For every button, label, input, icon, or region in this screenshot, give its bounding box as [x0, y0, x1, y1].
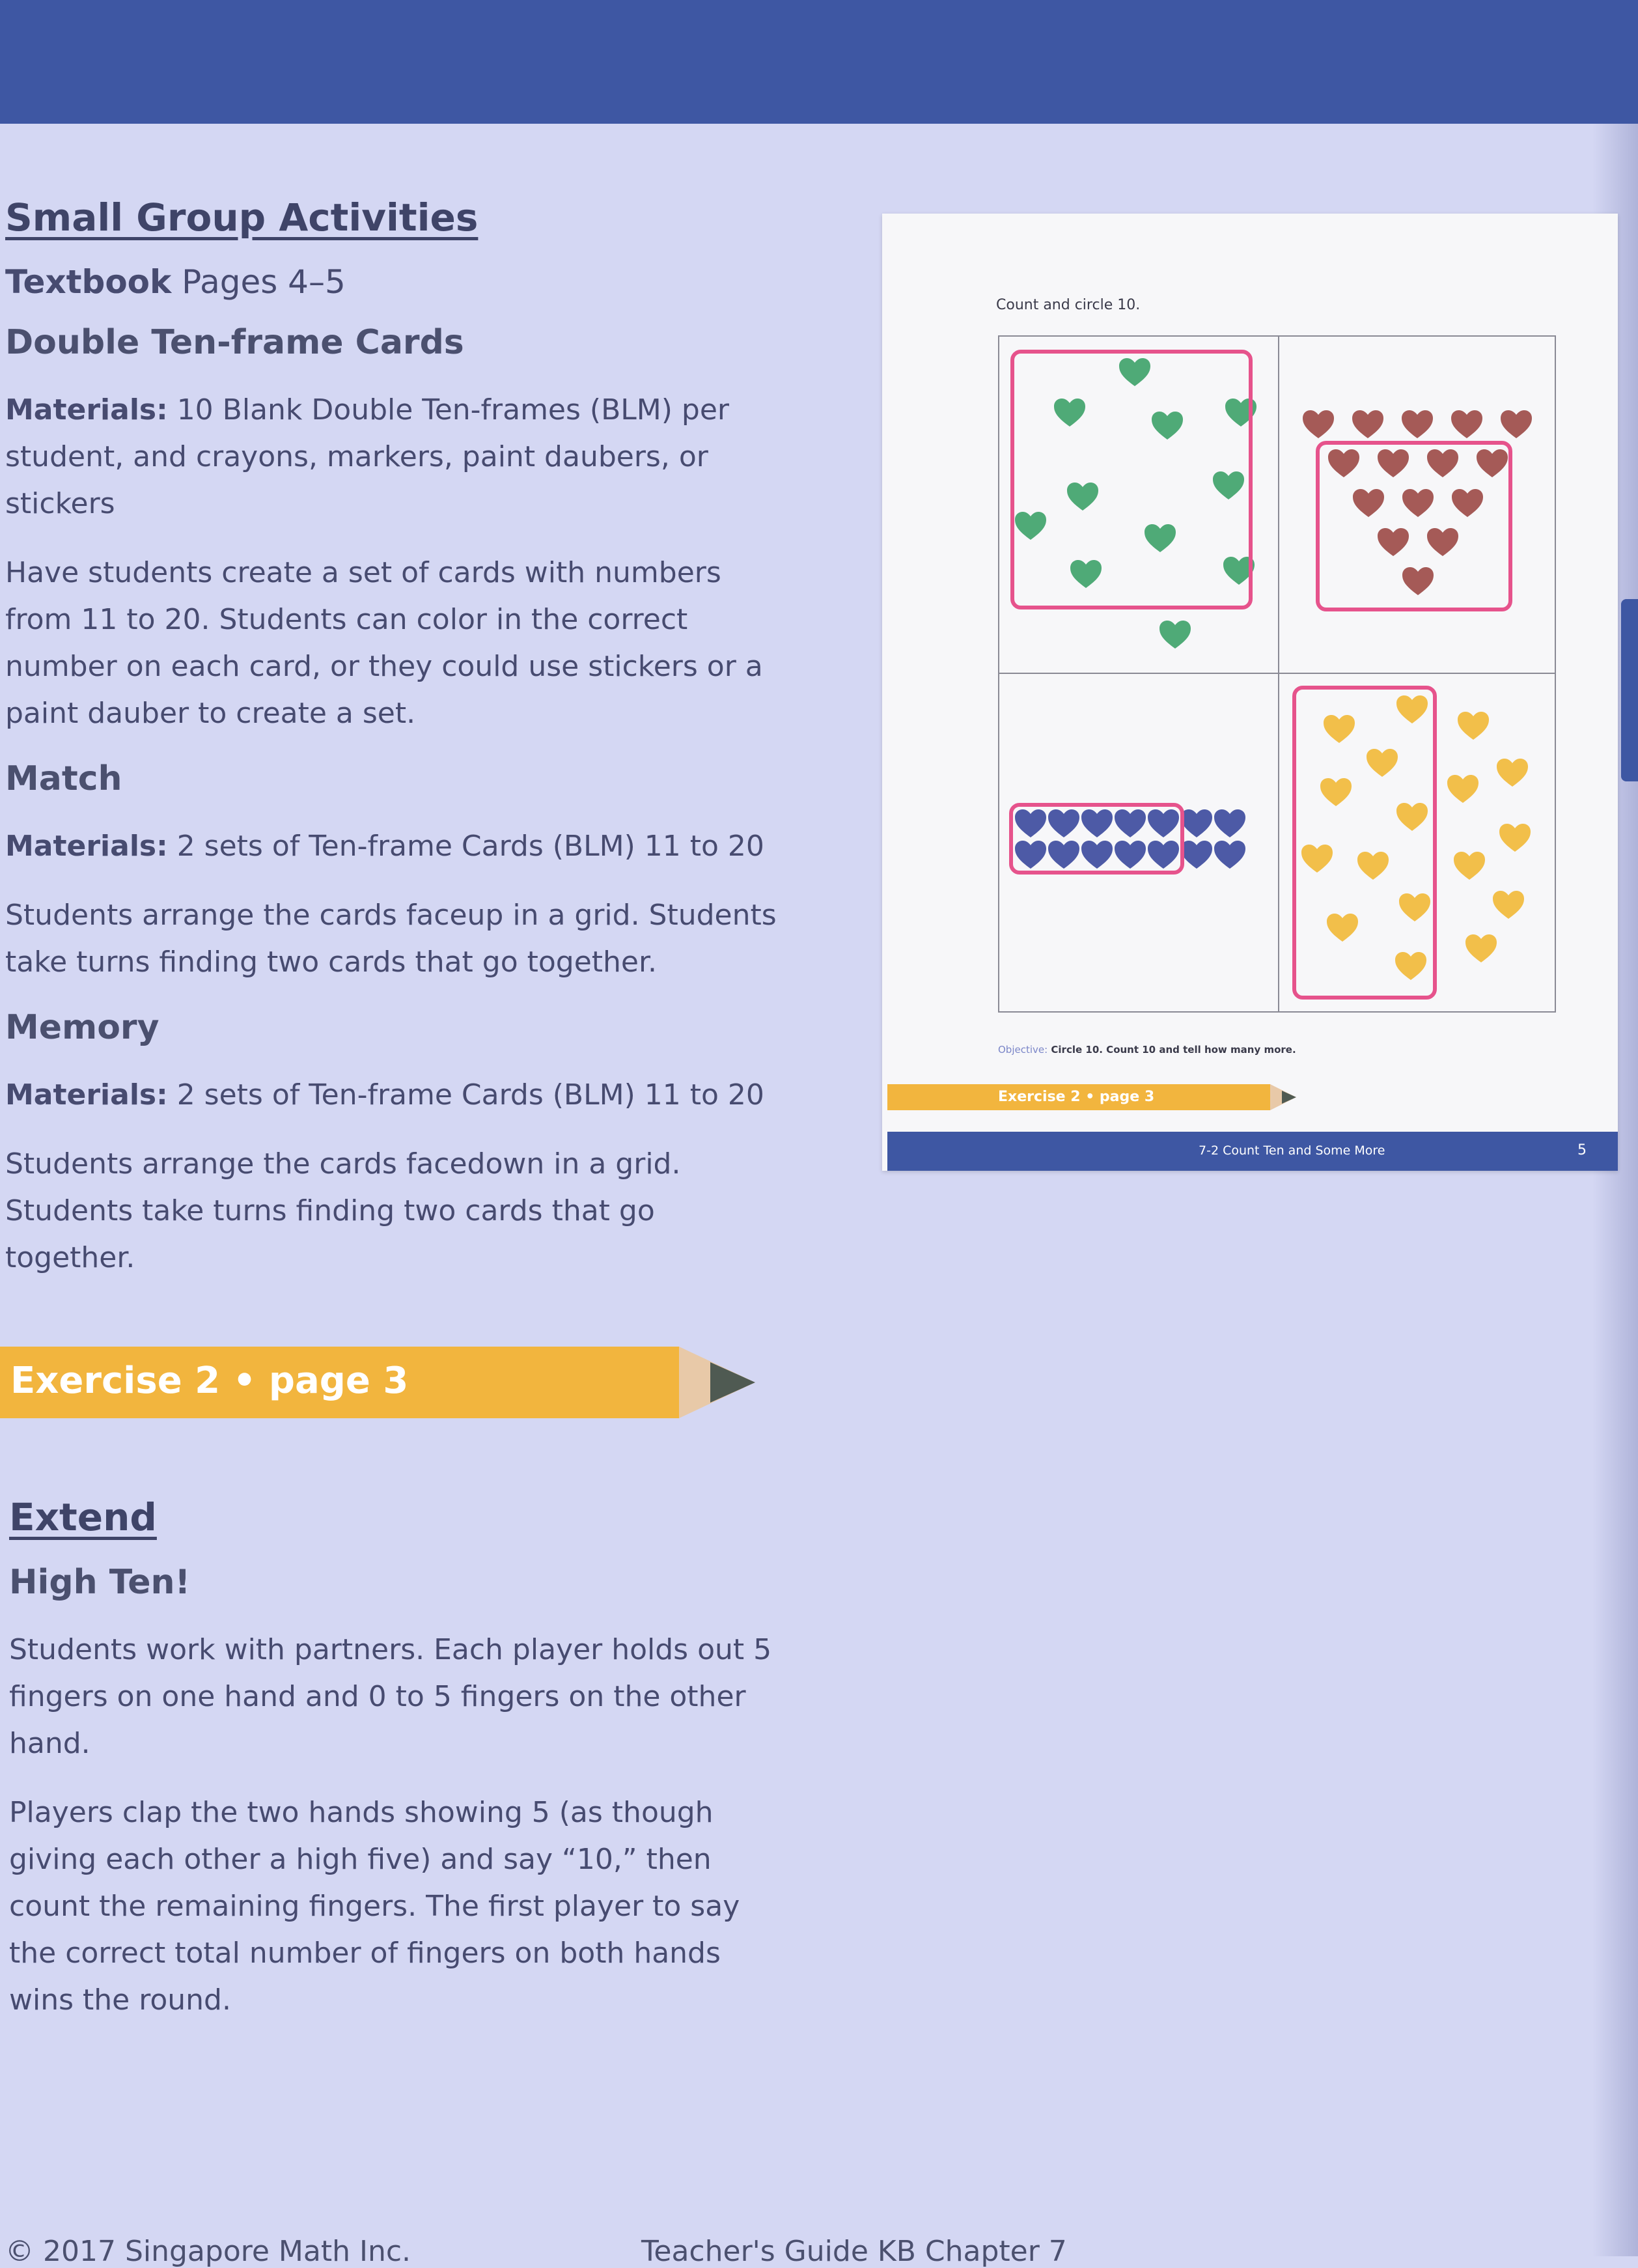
yellow-heart-icon [1447, 775, 1478, 804]
textbook-page-number: 5 [1577, 1142, 1587, 1158]
circle-of-ten-brown [1316, 441, 1512, 611]
left-column [5, 195, 786, 1304]
exercise-banner [0, 1347, 755, 1418]
heading-double-ten-frame: Double Ten-frame Cards [5, 323, 464, 362]
green-heart-icon [1159, 621, 1191, 649]
heart-counting-grid [998, 335, 1556, 1013]
textbook-exercise-banner [887, 1084, 1270, 1110]
chapter-tab [1621, 599, 1638, 781]
textbook-exercise-label: Exercise 2 • page 3 [998, 1089, 1155, 1105]
footer-guide-title: Teacher's Guide KB Chapter 7 [641, 2235, 1067, 2268]
blue-heart-icon [1181, 841, 1212, 869]
materials-match [5, 823, 786, 870]
body-match: Students arrange the cards faceup in a grid. Students take turns finding two cards that go together. [5, 899, 777, 979]
body-high-ten-1: Students work with partners. Each player holds out 5 fingers on one hand and 0 to 5 fingers on the other hand. [9, 1633, 772, 1760]
textbook-footer [887, 1132, 1618, 1171]
yellow-heart-icon [1493, 891, 1524, 919]
yellow-heart-icon [1499, 824, 1531, 852]
textbook-label: Textbook [5, 263, 172, 301]
yellow-heart-icon [1454, 852, 1485, 880]
textbook-footer-title: 7-2 Count Ten and Some More [1199, 1143, 1385, 1158]
footer-copyright: © 2017 Singapore Math Inc. [5, 2235, 411, 2268]
top-color-band [0, 0, 1638, 124]
yellow-heart-icon [1458, 712, 1489, 740]
section-title-small-group: Small Group Activities [5, 195, 479, 240]
materials-label: Materials: [5, 393, 168, 427]
body-memory: Students arrange the cards facedown in a grid. Students take turns finding two cards that go together. [5, 1147, 681, 1274]
yellow-heart-icon [1497, 759, 1528, 787]
exercise-banner-label: Exercise 2 • page 3 [10, 1360, 409, 1402]
circle-of-ten-yellow [1292, 686, 1437, 1000]
yellow-heart-icon [1465, 934, 1497, 963]
blue-heart-icon [1214, 809, 1245, 838]
pencil-tip-icon [1270, 1084, 1296, 1110]
brown-heart-icon [1352, 410, 1383, 439]
blue-heart-icon [1181, 809, 1212, 838]
brown-heart-icon [1402, 410, 1433, 439]
objective-text: Circle 10. Count 10 and tell how many more. [1048, 1044, 1296, 1056]
textbook-objective [998, 1044, 1296, 1056]
circle-of-ten-blue [1009, 803, 1184, 875]
circle-of-ten-green [1010, 350, 1253, 609]
textbook-pages: Pages 4–5 [171, 263, 346, 301]
heading-memory: Memory [5, 1008, 160, 1047]
objective-label: Objective: [998, 1044, 1048, 1056]
brown-heart-icon [1501, 410, 1532, 439]
brown-heart-icon [1451, 410, 1482, 439]
body-double-ten-frame: Have students create a set of cards with numbers from 11 to 20. Students can color in the correct number on each card, or they could use stickers or a paint dauber to create a set. [5, 556, 763, 730]
heading-match: Match [5, 759, 122, 798]
materials-memory [5, 1072, 786, 1119]
materials-text: 10 Blank Double Ten-frames (BLM) per student, and crayons, markers, paint daubers, or stickers [5, 393, 729, 520]
materials-label: Materials: [5, 1078, 168, 1112]
heading-high-ten: High Ten! [9, 1563, 191, 1602]
materials-label: Materials: [5, 830, 168, 863]
pencil-tip-icon [679, 1347, 755, 1418]
blue-heart-icon [1214, 841, 1245, 869]
section-title-extend: Extend [9, 1495, 157, 1539]
extend-section [9, 1495, 777, 2046]
materials-text: 2 sets of Ten-frame Cards (BLM) 11 to 20 [167, 1078, 764, 1112]
textbook-page-thumbnail [882, 214, 1618, 1171]
materials-text: 2 sets of Ten-frame Cards (BLM) 11 to 20 [167, 830, 764, 863]
textbook-instruction: Count and circle 10. [996, 297, 1141, 313]
brown-heart-icon [1303, 410, 1334, 439]
materials-double-ten-frame [5, 387, 786, 527]
body-high-ten-2: Players clap the two hands showing 5 (as though giving each other a high five) and say “10,” then count the remaining fingers. The first player to say the correct total number of fingers on both hands wins the round. [9, 1796, 740, 2017]
textbook-reference [5, 263, 786, 301]
